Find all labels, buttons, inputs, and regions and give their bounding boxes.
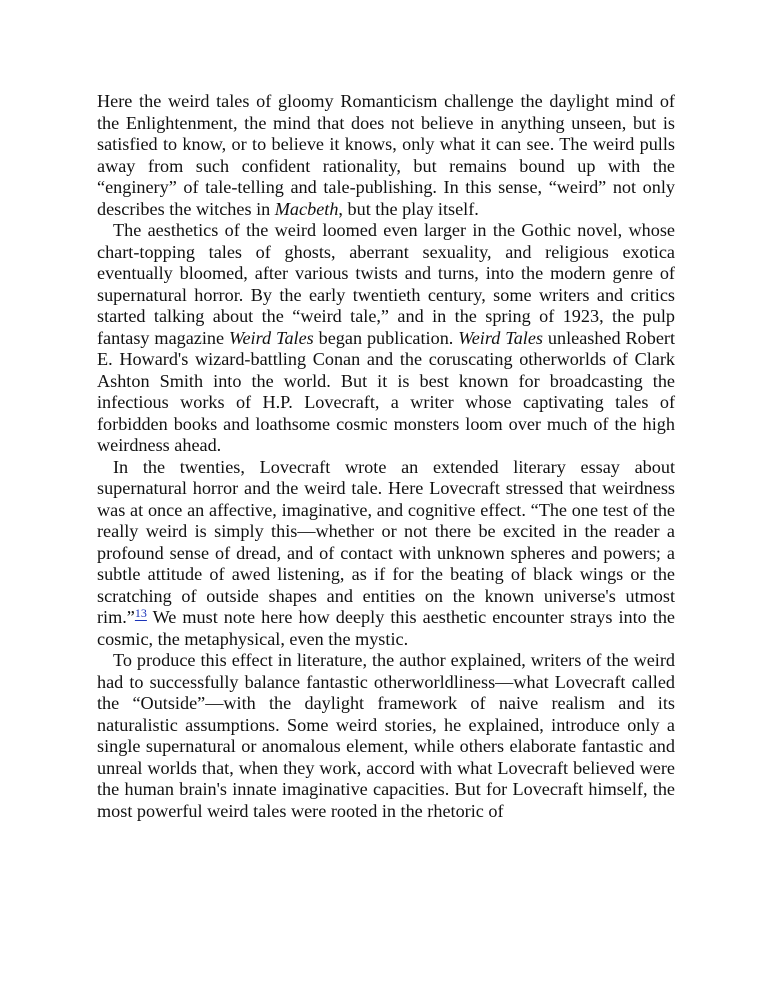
text-span: To produce this effect in literature, the author explained, writers of the weird had to successfully balance fantastic otherworldliness—what Lovecraft called the “Outside”—with the daylight framework of naive realism and its naturalistic assumptions. Some weird stories, he explained, introduce only a single supernatural or anomalous element, while others elaborate fantastic and unreal worlds that, when they work, accord with what Lovecraft believed were the human brain's innate imaginative capacities. But for Lovecraft himself, the most powerful weird tales were rooted in the rhetoric of bbox=[97, 650, 675, 821]
italic-title: Weird Tales bbox=[229, 327, 314, 348]
text-span: , but the play itself. bbox=[338, 198, 479, 219]
italic-title: Weird Tales bbox=[458, 327, 543, 348]
text-span: We must note here how deeply this aesthetic encounter strays into the cosmic, the metaphysical, even the mystic. bbox=[97, 607, 675, 649]
italic-title: Macbeth bbox=[274, 198, 339, 219]
text-span: began publication. bbox=[313, 327, 459, 348]
document-page bbox=[97, 91, 675, 822]
paragraph bbox=[97, 220, 675, 457]
text-span: In the twenties, Lovecraft wrote an extended literary essay about supernatural horror and the weird tale. Here Lovecraft stressed that weirdness was at once an affective, imaginative, and cognitive effect. “The one test of the really weird is simply this—whether or not there be excited in the reader a profound sense of dread, and of contact with unknown spheres and powers; a subtle attitude of awed listening, as if for the beating of black wings or the scratching of outside shapes and entities on the known universe's utmost rim.” bbox=[97, 456, 675, 627]
text-span: The aesthetics of the weird loomed even larger in the Gothic novel, whose chart-topping tales of ghosts, aberrant sexuality, and religious exotica eventually bloomed, after various twists and turns, into the modern genre of supernatural horror. By the early twentieth century, some writers and critics started talking about the “weird tale,” and in the spring of 1923, the pulp fantasy magazine bbox=[97, 220, 675, 348]
footnote-link[interactable]: 13 bbox=[134, 606, 147, 620]
paragraph bbox=[97, 457, 675, 651]
paragraph bbox=[97, 91, 675, 220]
text-span: unleashed Robert E. Howard's wizard-battling Conan and the coruscating otherworlds of Clark Ashton Smith into the world. But it is best known for broadcasting the infectious works of H.P. Lovecraft, a writer whose captivating tales of forbidden books and loathsome cosmic monsters loom over much of the high weirdness ahead. bbox=[97, 327, 676, 455]
text-span: Here the weird tales of gloomy Romanticism challenge the daylight mind of the Enlightenment, the mind that does not believe in anything unseen, but is satisfied to know, or to believe it knows, only what it can see. The weird pulls away from such confident rationality, but remains bound up with the “enginery” of tale-telling and tale-publishing. In this sense, “weird” not only describes the witches in bbox=[97, 91, 675, 219]
paragraph bbox=[97, 650, 675, 822]
